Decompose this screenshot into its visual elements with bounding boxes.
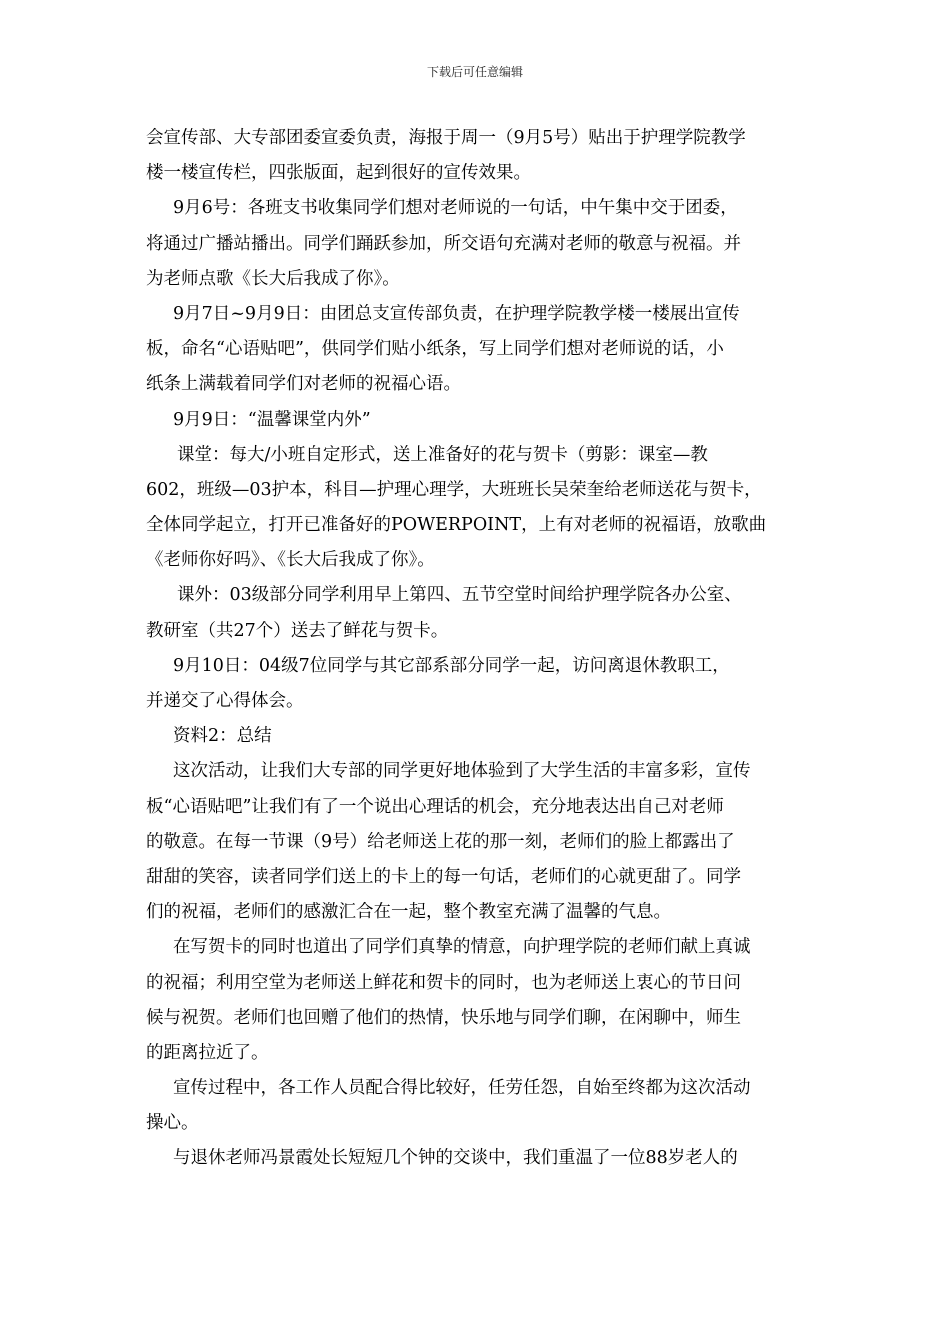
text-line: 板“心语贴吧”让我们有了一个说出心理话的机会，充分地表达出自己对老师 (146, 796, 724, 817)
text-line: 全体同学起立，打开已准备好的POWERPOINT，上有对老师的祝福语，放歌曲 (146, 515, 767, 536)
text-line: 课外：03级部分同学利用早上第四、五节空堂时间给护理学院各办公室、 (177, 585, 742, 606)
text-line: 们的祝福，老师们的感激汇合在一起，整个教室充满了温馨的气息。 (146, 902, 671, 923)
text-line: 的敬意。在每一节课（9号）给老师送上花的那一刻，老师们的脸上都露出了 (146, 831, 735, 852)
text-line: 为老师点歌《长大后我成了你》。 (146, 268, 400, 289)
text-line: 在写贺卡的同时也道出了同学们真挚的情意，向护理学院的老师们献上真诚 (173, 937, 751, 958)
text-line: 会宣传部、大专部团委宣委负责，海报于周一（9月5号）贴出于护理学院教学 (146, 128, 746, 148)
page-header-note: 下载后可任意编辑 (426, 65, 523, 79)
text-line: 甜甜的笑容，读者同学们送上的卡上的每一句话，老师们的心就更甜了。同学 (146, 866, 741, 887)
text-line: 将通过广播站播出。同学们踊跃参加，所交语句充满对老师的敬意与祝福。并 (146, 233, 741, 254)
text-line: 与退休老师冯景霞处长短短几个钟的交谈中，我们重温了一位88岁老人的 (173, 1148, 738, 1169)
document-body (146, 121, 816, 1177)
text-line: 9月9日：“温馨课堂内外” (173, 409, 371, 430)
text-line: 教研室（共27个）送去了鲜花与贺卡。 (146, 620, 449, 641)
text-line: 9月7日~9月9日：由团总支宣传部负责，在护理学院教学楼一楼展出宣传 (173, 303, 740, 324)
text-line: 9月6号：各班支书收集同学们想对老师说的一句话，中午集中交于团委， (173, 198, 738, 219)
text-line: 宣传过程中，各工作人员配合得比较好，任劳任怨，自始至终都为这次活动 (173, 1078, 751, 1099)
text-line: 纸条上满载着同学们对老师的祝福心语。 (146, 374, 461, 395)
text-line: 资料2：总结 (173, 726, 272, 747)
text-line: 的祝福；利用空堂为老师送上鲜花和贺卡的同时，也为老师送上衷心的节日问 (146, 972, 741, 993)
text-line: 的距离拉近了。 (146, 1042, 269, 1063)
text-line: 这次活动，让我们大专部的同学更好地体验到了大学生活的丰富多彩，宣传 (173, 761, 751, 782)
text-line: 候与祝贺。老师们也回赠了他们的热情，快乐地与同学们聊，在闲聊中，师生 (146, 1007, 741, 1028)
text-line: 课堂：每大/小班自定形式，送上准备好的花与贺卡（剪影：课室—教 (177, 444, 708, 465)
text-line: 602，班级—03护本，科目—护理心理学，大班班长吴荣奎给老师送花与贺卡， (146, 479, 762, 500)
text-line: 并递交了心得体会。 (146, 691, 304, 711)
text-line: 板，命名“心语贴吧”，供同学们贴小纸条，写上同学们想对老师说的话，小 (146, 339, 724, 360)
text-line: 楼一楼宣传栏，四张版面，起到很好的宣传效果。 (146, 163, 531, 184)
text-line: 操心。 (146, 1113, 199, 1134)
text-line: 《老师你好吗》、《长大后我成了你》。 (146, 550, 435, 571)
text-line: 9月10日：04级7位同学与其它部系部分同学一起，访问离退休教职工， (173, 655, 730, 676)
